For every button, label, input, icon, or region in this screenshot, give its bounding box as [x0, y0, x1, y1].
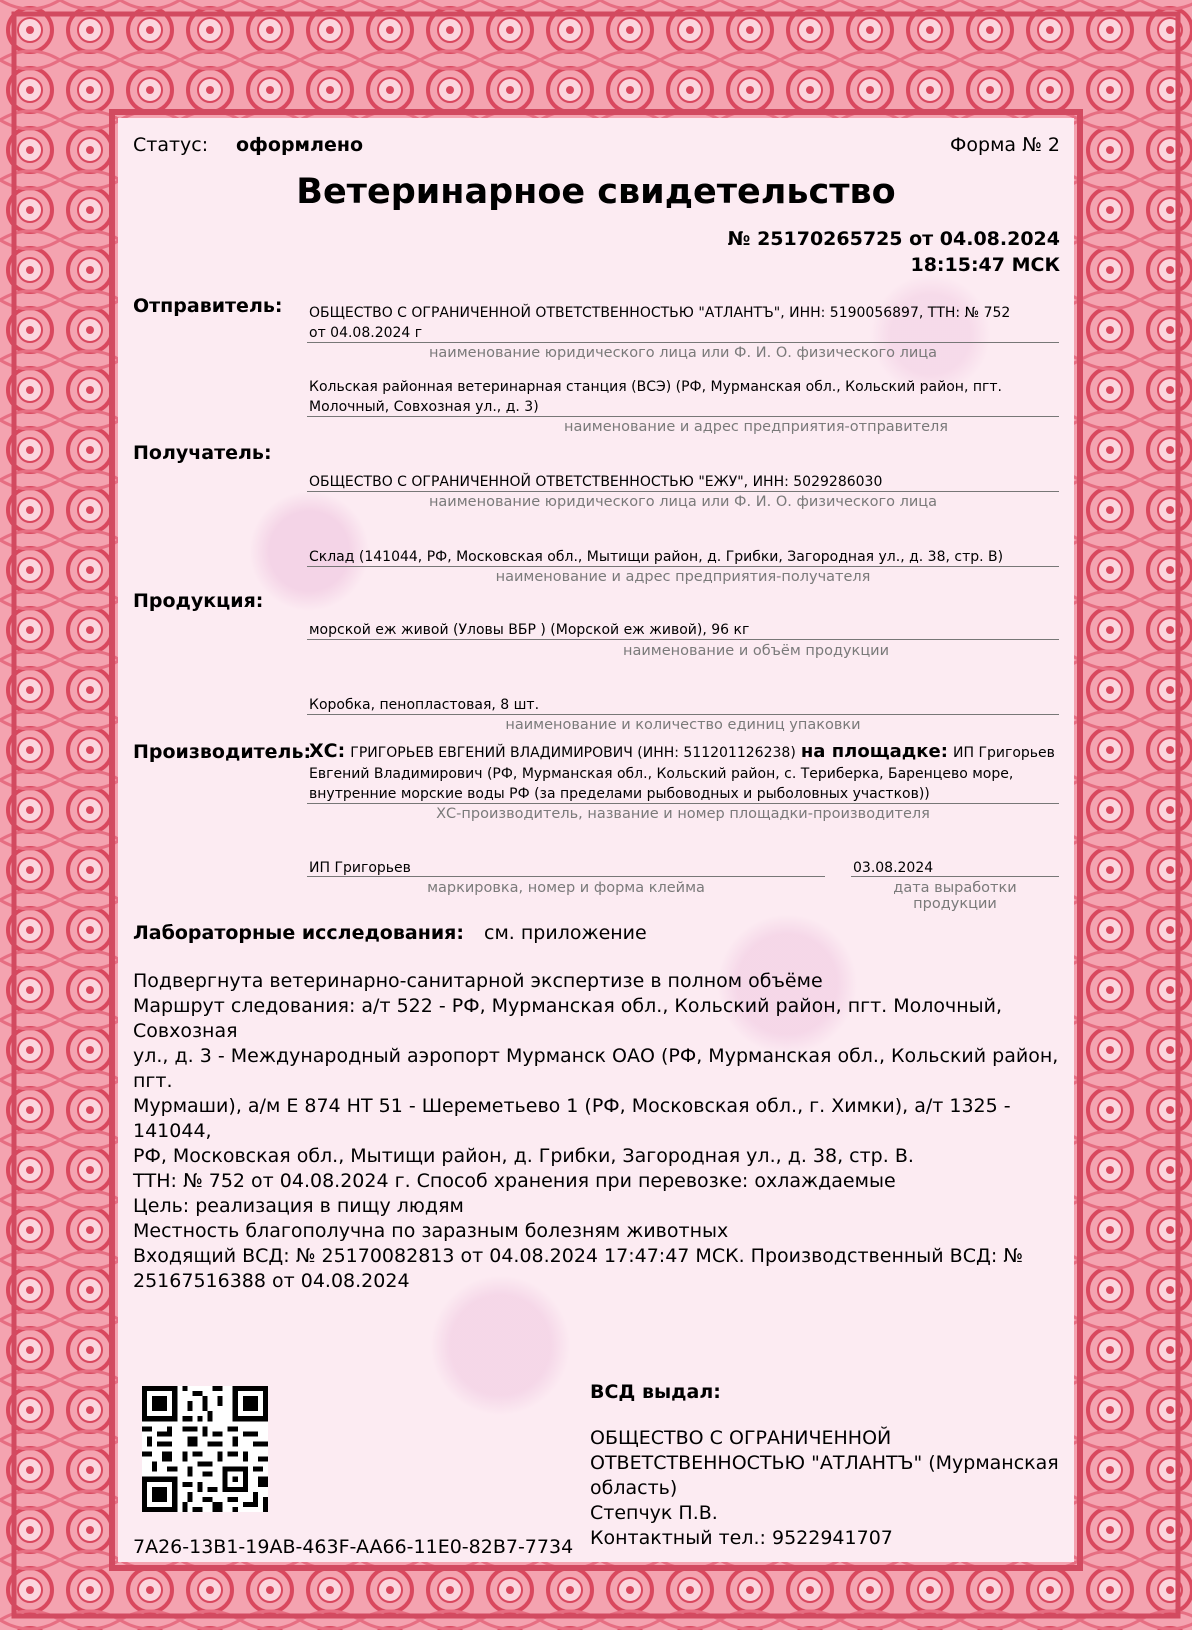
- certificate-number: № 25170265725 от 04.08.2024: [727, 228, 1060, 250]
- issuer-person: Степчук П.В.: [590, 1502, 718, 1524]
- recipient-entity-caption: наименование юридического лица или Ф. И. О. физического лица: [428, 494, 938, 510]
- sender-entity-line2: от 04.08.2024 г: [309, 325, 423, 341]
- producer-line3: внутренние морские воды РФ (за пределами рыбоводных и рыболовных участков)): [309, 786, 930, 802]
- note-line: 25167516388 от 04.08.2024: [133, 1270, 410, 1292]
- sender-enterprise-line2: Молочный, Совхозная ул., д. 3): [309, 399, 539, 415]
- producer-line2: Евгений Владимирович (РФ, Мурманская обл., Кольский район, с. Териберка, Баренцево море,: [309, 766, 1014, 782]
- producer-line1: [309, 740, 1055, 763]
- issuer-line: область): [590, 1477, 678, 1499]
- site-name-start: ИП Григорьев: [953, 745, 1055, 761]
- note-line: ТТН: № 752 от 04.08.2024 г. Способ хранения при перевозке: охлаждаемые: [133, 1170, 896, 1192]
- underline: [307, 639, 1059, 640]
- note-line: ул., д. 3 - Международный аэропорт Мурманск ОАО (РФ, Мурманская обл., Кольский район, пгт.: [133, 1045, 1059, 1092]
- product-packaging: Коробка, пенопластовая, 8 шт.: [309, 697, 540, 713]
- production-date: 03.08.2024: [853, 860, 934, 876]
- site-prefix: на площадке:: [800, 741, 948, 762]
- status-label: Статус:: [133, 134, 209, 156]
- note-line: Местность благополучна по заразным болезням животных: [133, 1220, 729, 1242]
- note-line: Маршрут следования: а/т 522 - РФ, Мурманская обл., Кольский район, пгт. Молочный, Совхозная: [133, 995, 1003, 1042]
- date-caption: дата выработки продукции: [893, 880, 1017, 912]
- status-value: оформлено: [236, 134, 364, 156]
- issuer-phone: Контактный тел.: 9522941707: [590, 1527, 893, 1549]
- product-label: Продукция:: [133, 590, 264, 612]
- form-number: Форма № 2: [950, 134, 1060, 156]
- document-uuid: 7A26-13B1-19AB-463F-AA66-11E0-82B7-7734: [133, 1536, 574, 1558]
- recipient-entity: ОБЩЕСТВО С ОГРАНИЧЕННОЙ ОТВЕТСТВЕННОСТЬЮ "ЕЖУ", ИНН: 5029286030: [309, 474, 883, 490]
- underline: [851, 876, 1059, 877]
- producer-mark: ИП Григорьев: [309, 860, 411, 876]
- producer-label: Производитель:: [133, 741, 312, 763]
- issuer-line: ОБЩЕСТВО С ОГРАНИЧЕННОЙ: [590, 1427, 892, 1449]
- note-line: Цель: реализация в пищу людям: [133, 1195, 464, 1217]
- issuer-label: ВСД выдал:: [590, 1381, 721, 1403]
- hs-name: ГРИГОРЬЕВ ЕВГЕНИЙ ВЛАДИМИРОВИЧ (ИНН: 511201126238): [350, 745, 796, 761]
- sender-label: Отправитель:: [133, 295, 283, 317]
- underline: [307, 714, 1059, 715]
- certificate-time: 18:15:47 МСК: [910, 254, 1060, 276]
- issuer-line: ОТВЕТСТВЕННОСТЬЮ "АТЛАНТЪ" (Мурманская: [590, 1452, 1059, 1474]
- underline: [307, 803, 1059, 804]
- mark-caption: маркировка, номер и форма клейма: [427, 880, 705, 896]
- underline: [307, 566, 1059, 567]
- sender-entity-caption: наименование юридического лица или Ф. И. О. физического лица: [428, 345, 938, 361]
- notes-block: [133, 969, 1073, 1294]
- note-line: Мурмаши), а/м Е 874 НТ 51 - Шереметьево 1 (РФ, Московская обл., г. Химки), а/т 1325 - 141044,: [133, 1095, 1011, 1142]
- producer-caption: ХС-производитель, название и номер площадки-производителя: [436, 806, 930, 822]
- recipient-enterprise-caption: наименование и адрес предприятия-получателя: [495, 569, 871, 585]
- sender-enterprise-line1: Кольская районная ветеринарная станция (ВСЭ) (РФ, Мурманская обл., Кольский район, пгт.: [309, 379, 1002, 395]
- recipient-label: Получатель:: [133, 442, 272, 464]
- lab-label: Лабораторные исследования:: [133, 922, 464, 944]
- underline: [307, 416, 1059, 417]
- page-title: Ветеринарное свидетельство: [296, 172, 896, 212]
- note-line: Подвергнута ветеринарно-санитарной экспертизе в полном объёме: [133, 970, 823, 992]
- underline: [307, 876, 825, 877]
- product-packaging-caption: наименование и количество единиц упаковки: [505, 717, 861, 733]
- recipient-enterprise: Склад (141044, РФ, Московская обл., Мытищи район, д. Грибки, Загородная ул., д. 38, стр. В): [309, 549, 1004, 565]
- qr-code: [142, 1386, 268, 1512]
- underline: [307, 342, 1059, 343]
- note-line: РФ, Московская обл., Мытищи район, д. Грибки, Загородная ул., д. 38, стр. В.: [133, 1145, 914, 1167]
- product-name: морской еж живой (Уловы ВБР ) (Морской еж живой), 96 кг: [309, 622, 750, 638]
- sender-enterprise-caption: наименование и адрес предприятия-отправителя: [563, 419, 949, 435]
- lab-value: см. приложение: [484, 922, 647, 944]
- sender-entity-line1: ОБЩЕСТВО С ОГРАНИЧЕННОЙ ОТВЕТСТВЕННОСТЬЮ "АТЛАНТЪ", ИНН: 5190056897, ТТН: № 752: [309, 305, 1011, 321]
- hs-prefix: ХС:: [309, 740, 346, 762]
- certificate-paper: [118, 118, 1074, 1562]
- underline: [307, 491, 1059, 492]
- product-name-caption: наименование и объём продукции: [622, 643, 890, 659]
- issuer-block: [590, 1426, 1059, 1551]
- note-line: Входящий ВСД: № 25170082813 от 04.08.2024 17:47:47 МСК. Производственный ВСД: №: [133, 1245, 1024, 1267]
